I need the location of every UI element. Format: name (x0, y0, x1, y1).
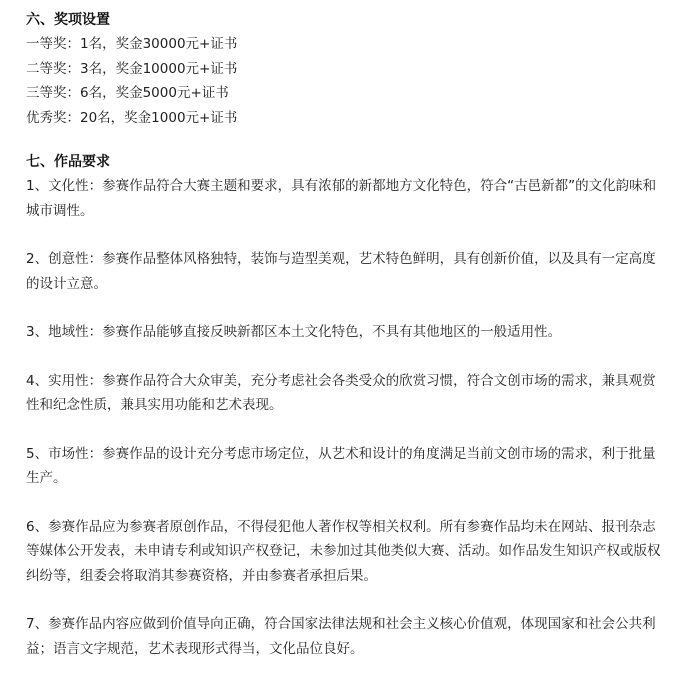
requirement-values: 7、参赛作品内容应做到价值导向正确，符合国家法律法规和社会主义核心价值观，体现国家和社会公共利益；语言文字规范，艺术表现形式得当，文化品位良好。 (26, 616, 656, 657)
prize-first: 一等奖：1名，奖金30000元+证书 (26, 36, 238, 52)
requirement-creativity: 2、创意性：参赛作品整体风格独特，装饰与造型美观，艺术特色鲜明，具有创新价值，以及具有一定高度的设计立意。 (26, 251, 656, 292)
section-heading-requirements: 七、作品要求 (26, 154, 110, 170)
spacer (26, 588, 666, 612)
requirement-culture: 1、文化性：参赛作品符合大赛主题和要求，具有浓郁的新都地方文化特色，符合“古邑新都”的文化韵味和城市调性。 (26, 178, 657, 219)
requirement-originality: 6、参赛作品应为参赛者原创作品，不得侵犯他人著作权等相关权利。所有参赛作品均未在网站、报刊杂志等媒体公开发表，未申请专利或知识产权登记，未参加过其他类似大赛、活动。如作品发生知识产权或版权纠纷等，组委会将取消其参赛资格，并由参赛者承担后果。 (26, 518, 661, 584)
spacer (26, 130, 666, 150)
spacer (26, 345, 666, 369)
prize-third: 三等奖：6名，奖金5000元+证书 (26, 85, 229, 101)
prize-second: 二等奖：3名，奖金10000元+证书 (26, 60, 238, 77)
requirement-market: 5、市场性：参赛作品的设计充分考虑市场定位，从艺术和设计的角度满足当前文创市场的需求，利于批量生产。 (26, 445, 656, 486)
prize-excellence: 优秀奖：20名，奖金1000元+证书 (26, 109, 238, 126)
section-heading-awards: 六、奖项设置 (26, 12, 110, 28)
spacer (26, 418, 666, 442)
spacer (26, 491, 666, 515)
spacer (26, 296, 666, 320)
requirement-regional: 3、地域性：参赛作品能够直接反映新都区本土文化特色，不具有其他地区的一般适用性。 (26, 324, 562, 340)
spacer (26, 223, 666, 247)
document-body (26, 8, 666, 661)
requirement-practical: 4、实用性：参赛作品符合大众审美，充分考虑社会各类受众的欣赏习惯，符合文创市场的需求，兼具观赏性和纪念性质，兼具实用功能和艺术表现。 (26, 372, 656, 413)
